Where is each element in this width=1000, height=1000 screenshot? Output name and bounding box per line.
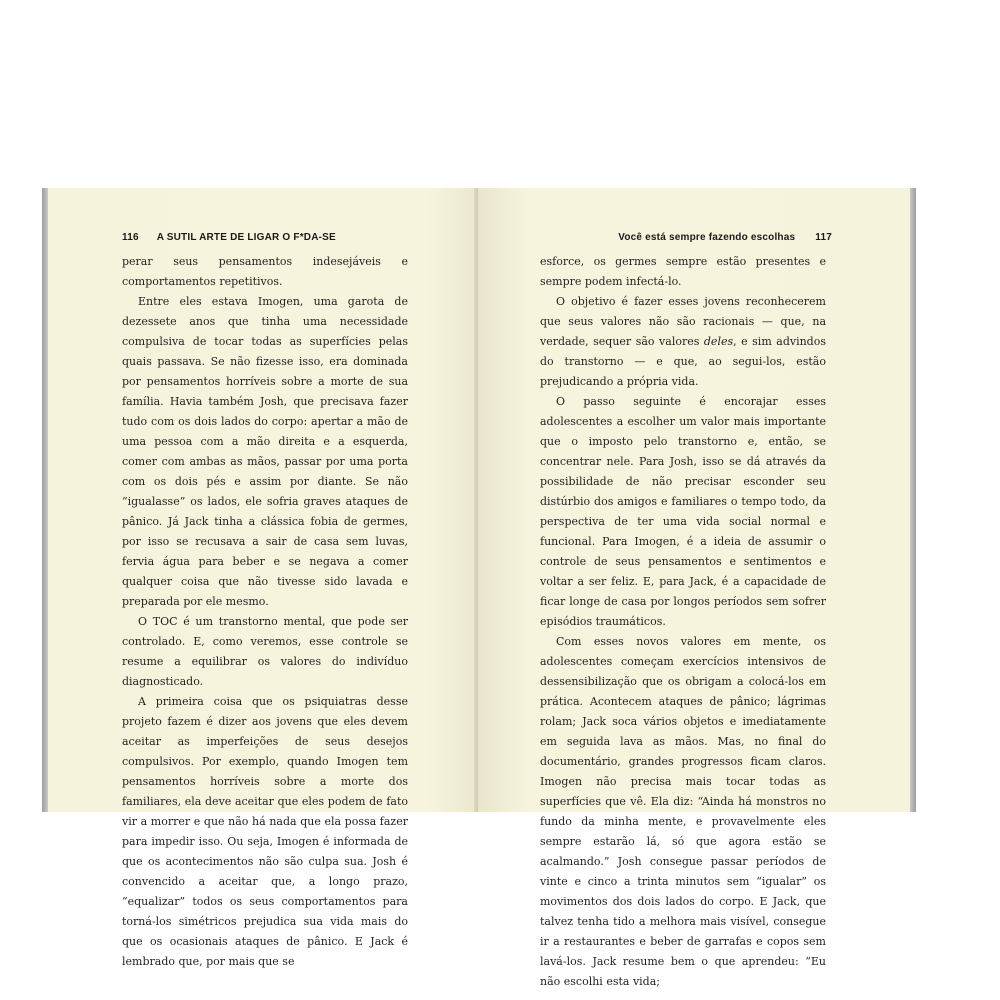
left-page-number: 116 (122, 232, 139, 243)
emphasis-text: deles (703, 335, 734, 348)
paragraph: O passo seguinte é encorajar esses adolescentes a escolher um valor mais importante que o imposto pelo transtorno e, então, se concentrar nele. Para Josh, isso se dá através da possibilidade de não precisar esconder seu distúrbio dos amigos e familiares o tempo todo, da perspectiva de ter uma vida social normal e funcional. Para Imogen, é a ideia de assumir o controle de seus pensamentos e sentimentos e voltar a ser feliz. E, para Jack, é a capacidade de ficar longe de casa por longos períodos sem sofrer episódios traumáticos. (540, 395, 826, 628)
right-page-number: 117 (815, 232, 832, 243)
paragraph: O TOC é um transtorno mental, que pode ser controlado. E, como veremos, esse controle se resume a equilibrar os valores do indivíduo diagnosticado. (122, 615, 408, 688)
paragraph: perar seus pensamentos indesejáveis e comportamentos repetitivos. (122, 255, 408, 288)
paragraph-text: O objetivo é fazer esses jovens reconhecerem que seus valores não são racionais — que, na verdade, sequer são valores (540, 295, 826, 348)
left-header-title: A SUTIL ARTE DE LIGAR O F*DA-SE (156, 232, 336, 243)
paragraph: A primeira coisa que os psiquiatras desse projeto fazem é dizer aos jovens que eles devem aceitar as imperfeições de seus desejos compulsivos. Por exemplo, quando Imogen tem pensamentos horríveis sobre a morte dos familiares, ela deve aceitar que eles podem de fato vir a morrer e que não há nada que ela possa fazer para impedir isso. Ou seja, Imogen é informada de que os acontecimentos não são culpa sua. Josh é convencido a aceitar que, a longo prazo, “equalizar” todos os seus comportamentos para torná-los simétricos prejudica sua vida mais do que os ocasionais ataques de pânico. E Jack é lembrado que, por mais que se (122, 695, 408, 968)
right-page (478, 188, 910, 988)
right-page-text (540, 252, 826, 992)
right-page-edge (910, 188, 916, 812)
right-header-title: Você está sempre fazendo escolhas (618, 232, 796, 243)
paragraph: esforce, os germes sempre estão presentes e sempre podem infectá-lo. (540, 255, 826, 288)
right-running-head (618, 232, 832, 243)
left-page-text (122, 252, 408, 972)
paragraph (540, 292, 826, 392)
paragraph-text: , e sim advindos do transtorno — e que, ao segui-los, estão prejudicando a própria vida. (540, 335, 826, 388)
left-page (48, 188, 478, 968)
paragraph: Entre eles estava Imogen, uma garota de dezessete anos que tinha uma necessidade compulsiva de tocar todas as superfícies pelas quais passava. Se não fizesse isso, era dominada por pensamentos horríveis sobre a morte de sua família. Havia também Josh, que precisava fazer tudo com os dois lados do corpo: apertar a mão de uma pessoa com a mão direita e a esquerda, comer com ambas as mãos, passar por uma porta com os dois pés e assim por diante. Se não “igualasse” os lados, ele sofria graves ataques de pânico. Já Jack tinha a clássica fobia de germes, por isso se recusava a sair de casa sem luvas, fervia água para beber e se negava a comer qualquer coisa que não tivesse sido lavada e preparada por ele mesmo. (122, 295, 408, 608)
left-running-head (122, 232, 336, 243)
book-spread (42, 188, 916, 988)
paragraph: Com esses novos valores em mente, os adolescentes começam exercícios intensivos de dessensibilização que os obrigam a colocá-los em prática. Acontecem ataques de pânico; lágrimas rolam; Jack soca vários objetos e imediatamente em seguida lava as mãos. Mas, no final do documentário, grandes progressos ficam claros. Imogen não precisa mais tocar todas as superfícies que vê. Ela diz: “Ainda há monstros no fundo da minha mente, e provavelmente eles sempre estarão lá, só que agora estão se acalmando.” Josh consegue passar períodos de vinte e cinco a trinta minutos sem “igualar” os movimentos dos dois lados do corpo. E Jack, que talvez tenha tido a melhora mais visível, consegue ir a restaurantes e beber de garrafas e copos sem lavá-los. Jack resume bem o que aprendeu: “Eu não escolhi esta vida; (540, 635, 826, 988)
